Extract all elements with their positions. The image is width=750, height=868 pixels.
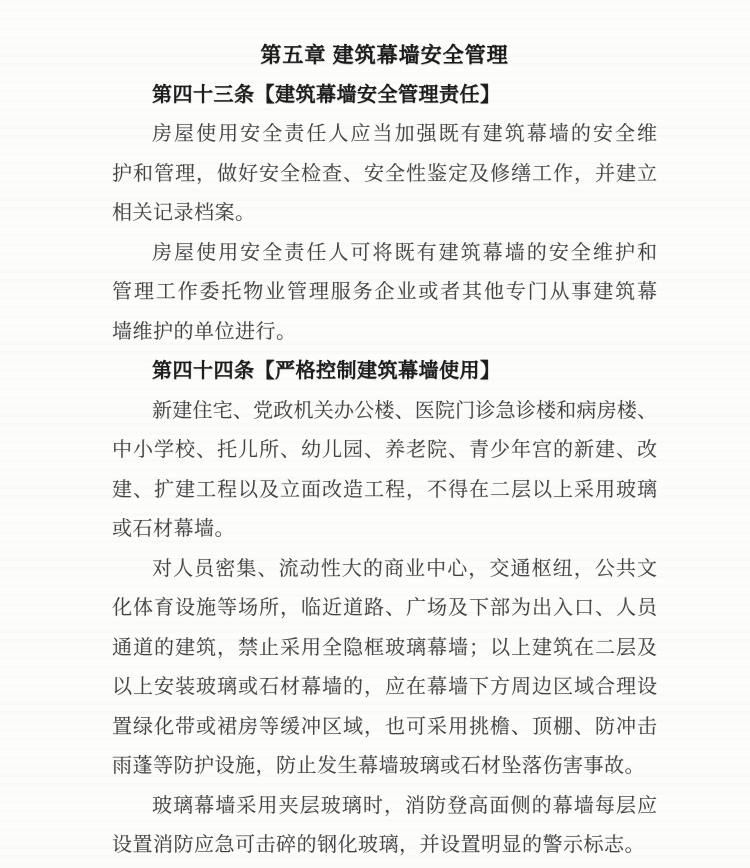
text-line: 建、扩建工程以及立面改造工程，不得在二层以上采用玻璃 <box>112 478 657 501</box>
text-line: 墙维护的单位进行。 <box>112 320 297 343</box>
text-line: 玻璃幕墙采用夹层玻璃时，消防登高面侧的幕墙每层应 <box>152 794 657 817</box>
chapter-title: 第五章 建筑幕墙安全管理 <box>260 43 509 67</box>
text-line: 中小学校、托儿所、幼儿园、养老院、青少年宫的新建、改 <box>112 439 657 461</box>
text-line: 通道的建筑，禁止采用全隐框玻璃幕墙；以上建筑在二层及 <box>112 636 657 659</box>
text-line: 新建住宅、党政机关办公楼、医院门诊急诊楼和病房楼、 <box>152 399 657 422</box>
text-line: 房屋使用安全责任人可将既有建筑幕墙的安全维护和 <box>152 241 657 264</box>
text-line: 管理工作委托物业管理服务企业或者其他专门从事建筑幕 <box>112 281 657 303</box>
text-line: 雨蓬等防护设施，防止发生幕墙玻璃或石材坠落伤害事故。 <box>112 755 645 777</box>
text-line: 化体育设施等场所，临近道路、广场及下部为出入口、人员 <box>112 597 657 619</box>
text-line: 设置消防应急可击碎的钢化玻璃，并设置明显的警示标志。 <box>112 834 645 856</box>
text-line: 对人员密集、流动性大的商业中心，交通枢纽，公共文 <box>152 557 657 580</box>
document-text-block <box>112 0 657 866</box>
article-heading: 第四十四条【严格控制建筑幕墙使用】 <box>152 360 501 382</box>
text-line: 相关记录档案。 <box>112 202 256 224</box>
text-line: 或石材幕墙。 <box>112 518 235 540</box>
text-line: 置绿化带或裙房等缓冲区域，也可采用挑檐、顶棚、防冲击 <box>112 715 657 738</box>
text-line: 房屋使用安全责任人应当加强既有建筑幕墙的安全维 <box>152 123 657 145</box>
text-line: 以上安装玻璃或石材幕墙的，应在幕墙下方周边区域合理设 <box>112 676 657 698</box>
text-line: 护和管理，做好安全检查、安全性鉴定及修缮工作，并建立 <box>112 162 657 185</box>
article-heading: 第四十三条【建筑幕墙安全管理责任】 <box>152 83 501 106</box>
